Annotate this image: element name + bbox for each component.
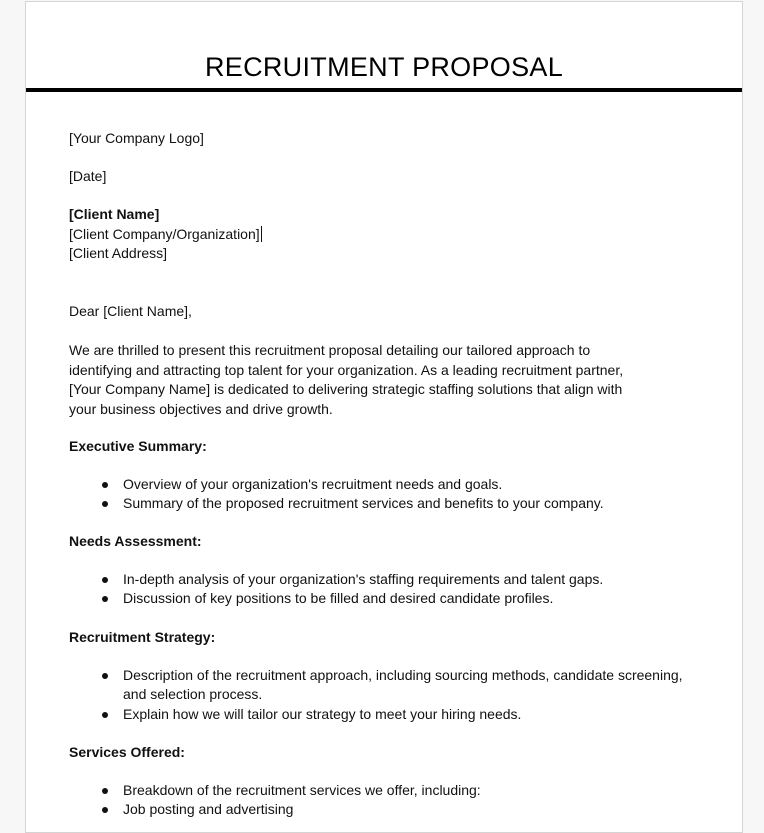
section-heading: Recruitment Strategy: xyxy=(69,629,216,645)
client-name: [Client Name] xyxy=(69,206,160,222)
section-recruitment-strategy xyxy=(69,628,689,724)
date-placeholder: [Date] xyxy=(69,168,107,184)
salutation: Dear [Client Name], xyxy=(69,303,192,319)
section-heading: Needs Assessment: xyxy=(69,533,202,549)
intro-line: your business objectives and drive growth. xyxy=(69,400,333,417)
company-logo-placeholder: [Your Company Logo] xyxy=(69,130,204,146)
title-divider xyxy=(26,88,742,92)
list-item: In-depth analysis of your organization's staffing requirements and talent gaps. xyxy=(69,570,689,590)
intro-line: identifying and attracting top talent for your organization. As a leading recruitment partner, xyxy=(69,361,624,378)
client-address: [Client Address] xyxy=(69,245,168,261)
document-title: RECRUITMENT PROPOSAL xyxy=(204,52,564,82)
client-info xyxy=(69,205,689,264)
section-services-offered xyxy=(69,743,689,820)
document-page xyxy=(25,1,743,833)
intro-paragraph xyxy=(69,341,709,419)
list-item: Explain how we will tailor our strategy to meet your hiring needs. xyxy=(69,705,689,725)
text-cursor xyxy=(261,226,262,242)
section-heading: Executive Summary: xyxy=(69,438,207,454)
intro-line: [Your Company Name] is dedicated to delivering strategic staffing solutions that align with xyxy=(69,381,623,397)
client-company: [Client Company/Organization] xyxy=(69,225,260,242)
client-company-line[interactable] xyxy=(69,225,689,245)
section-executive-summary xyxy=(69,437,689,514)
list-item: Overview of your organization's recruitment needs and goals. xyxy=(69,475,689,495)
list-item: Discussion of key positions to be filled and desired candidate profiles. xyxy=(69,589,689,609)
list-item: Summary of the proposed recruitment services and benefits to your company. xyxy=(69,494,689,514)
list-item: Breakdown of the recruitment services we offer, including: xyxy=(69,781,689,801)
list-item: Job posting and advertising xyxy=(69,800,689,820)
intro-line: We are thrilled to present this recruitment proposal detailing our tailored approach to xyxy=(69,342,591,358)
list-item: Description of the recruitment approach, including sourcing methods, candidate screening, and selection process. xyxy=(69,666,689,705)
section-needs-assessment xyxy=(69,532,689,609)
section-heading: Services Offered: xyxy=(69,744,185,760)
